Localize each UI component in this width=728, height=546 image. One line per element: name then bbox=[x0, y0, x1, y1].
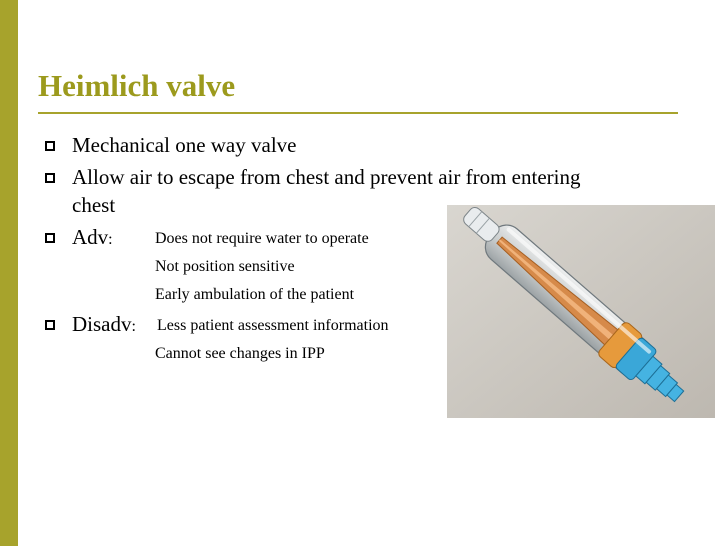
disadv-label: Disadv: bbox=[72, 312, 136, 336]
adv-item: Early ambulation of the patient bbox=[155, 286, 355, 303]
square-bullet-icon bbox=[45, 233, 55, 243]
bullet-text: Mechanical one way valve bbox=[72, 133, 297, 157]
adv-item: Not position sensitive bbox=[155, 258, 295, 275]
title-divider bbox=[38, 112, 678, 114]
square-bullet-icon bbox=[45, 173, 55, 183]
square-bullet-icon bbox=[45, 320, 55, 330]
adv-item: Does not require water to operate bbox=[155, 230, 369, 247]
heimlich-valve-photo bbox=[447, 205, 715, 418]
left-accent-bar bbox=[0, 0, 18, 546]
bullet-text-continuation: chest bbox=[72, 193, 116, 217]
slide-title: Heimlich valve bbox=[38, 68, 236, 103]
bullet-text: Allow air to escape from chest and prevent air from entering bbox=[72, 165, 581, 189]
disadv-item: Cannot see changes in IPP bbox=[155, 345, 325, 362]
heimlich-valve-illustration bbox=[447, 205, 715, 418]
square-bullet-icon bbox=[45, 141, 55, 151]
disadv-item: Less patient assessment information bbox=[157, 317, 389, 334]
adv-label: Adv: bbox=[72, 225, 113, 249]
